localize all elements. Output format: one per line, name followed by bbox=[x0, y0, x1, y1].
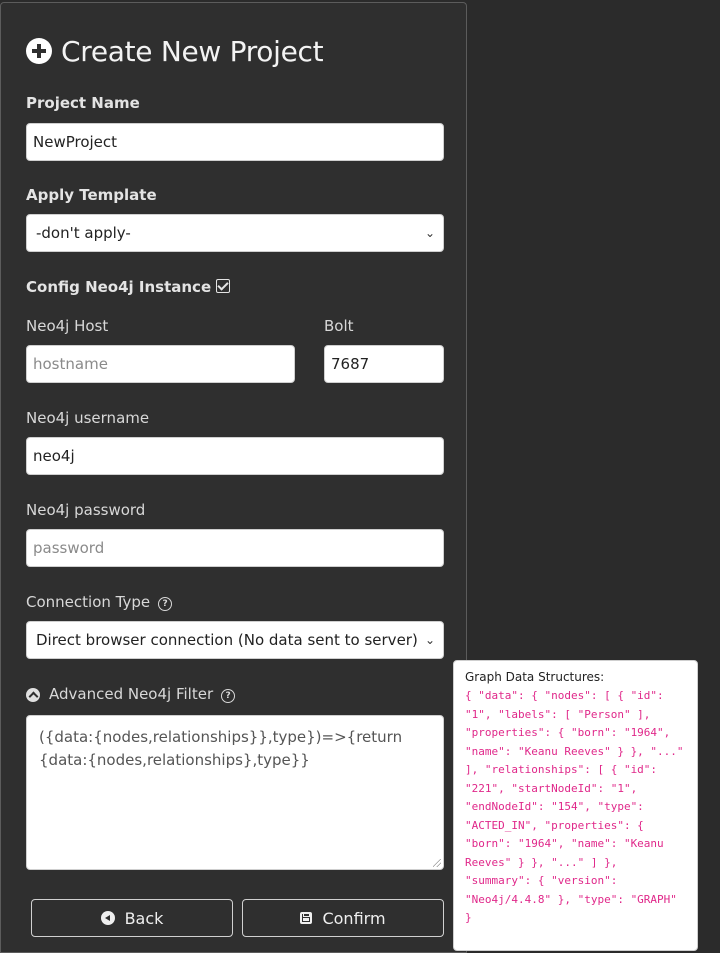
neo4j-password-input[interactable]: password bbox=[26, 529, 444, 567]
back-button[interactable] bbox=[31, 899, 233, 937]
project-name-label: Project Name bbox=[26, 94, 140, 112]
confirm-button[interactable] bbox=[242, 899, 444, 937]
back-button-label: Back bbox=[124, 908, 164, 928]
apply-template-value: -don't apply- bbox=[36, 224, 131, 242]
advanced-filter-toggle[interactable] bbox=[26, 685, 235, 704]
save-icon bbox=[300, 912, 312, 924]
chevron-down-icon: ⌄ bbox=[424, 226, 435, 240]
neo4j-host-input[interactable]: hostname bbox=[26, 345, 295, 383]
help-icon[interactable]: ? bbox=[158, 597, 172, 611]
advanced-filter-value: ({data:{nodes,relationships}},type})=>{return {data:{nodes,relationships},type}} bbox=[39, 728, 403, 769]
confirm-button-label: Confirm bbox=[322, 908, 386, 928]
checkbox-checked-icon[interactable] bbox=[216, 279, 230, 293]
apply-template-select[interactable] bbox=[26, 214, 444, 252]
tooltip-code: { "data": { "nodes": [ { "id": "1", "labels": [ "Person" ], "properties": { "born": "1964", "name": "Keanu Reeves" } }, "..." ], "relationships": [ { "id": "221", "startNodeId": "1", "endNodeId": "154", "type": "ACTED_IN", "properties": { "born": "1964", "name": "Keanu Reeves" } }, "..." ] }, "summary": { "version": "Neo4j/4.4.8" }, "type": "GRAPH" } bbox=[465, 689, 684, 924]
graph-data-tooltip bbox=[453, 660, 698, 951]
project-name-input[interactable]: NewProject bbox=[26, 123, 444, 161]
page-title-text: Create New Project bbox=[61, 34, 324, 68]
neo4j-password-label: Neo4j password bbox=[26, 501, 146, 519]
plus-circle-icon bbox=[26, 38, 52, 64]
chevron-down-icon: ⌄ bbox=[424, 633, 435, 647]
apply-template-label: Apply Template bbox=[26, 186, 157, 204]
config-neo4j-label bbox=[26, 278, 230, 296]
connection-type-value: Direct browser connection (No data sent to server) bbox=[36, 631, 418, 649]
chevron-up-circle-icon bbox=[26, 688, 40, 702]
connection-type-label bbox=[26, 593, 172, 612]
back-arrow-circle-icon bbox=[101, 911, 115, 925]
page-title bbox=[26, 31, 323, 71]
help-icon[interactable]: ? bbox=[221, 689, 235, 703]
resize-handle-icon[interactable] bbox=[433, 859, 441, 867]
config-neo4j-text: Config Neo4j Instance bbox=[26, 278, 212, 296]
advanced-filter-textarea[interactable] bbox=[26, 715, 444, 870]
bolt-port-input[interactable]: 7687 bbox=[324, 345, 444, 383]
bolt-label: Bolt bbox=[324, 317, 354, 335]
advanced-filter-label: Advanced Neo4j Filter bbox=[49, 685, 214, 703]
connection-type-text: Connection Type bbox=[26, 593, 151, 611]
tooltip-title: Graph Data Structures: bbox=[465, 670, 605, 684]
neo4j-username-label: Neo4j username bbox=[26, 409, 150, 427]
create-project-panel bbox=[0, 2, 467, 953]
neo4j-username-input[interactable]: neo4j bbox=[26, 437, 444, 475]
connection-type-select[interactable] bbox=[26, 621, 444, 659]
neo4j-host-label: Neo4j Host bbox=[26, 317, 109, 335]
